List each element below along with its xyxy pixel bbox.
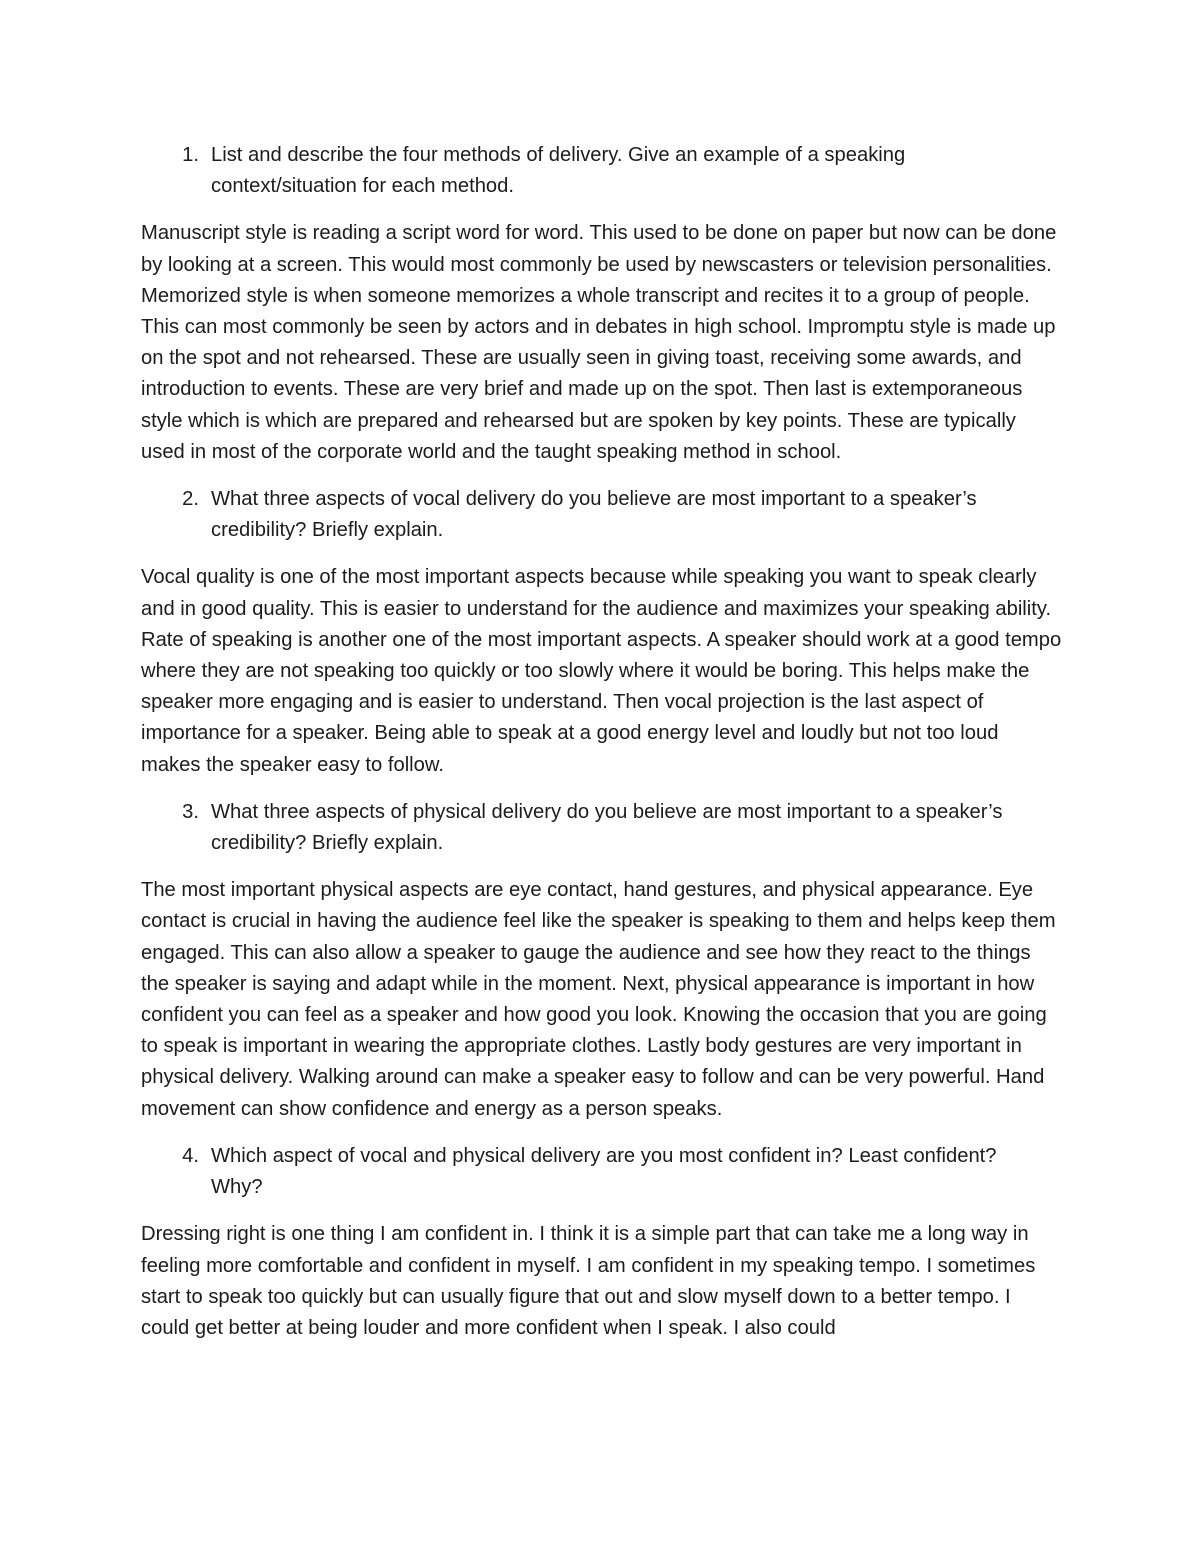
document-body: [141, 140, 1063, 1360]
question-number: 1.: [182, 144, 199, 166]
question-number: 3.: [182, 800, 199, 823]
question-number: 4.: [182, 1144, 199, 1167]
question-text: List and describe the four methods of delivery. Give an example of a speaking context/situation for each method.: [211, 144, 906, 198]
question-3: [141, 797, 1063, 859]
question-2: [141, 484, 1063, 546]
question-1: [141, 140, 1063, 202]
answer-3: The most important physical aspects are eye contact, hand gestures, and physical appearance. Eye contact is crucial in having the audience feel like the speaker is speaking to them and helps keep them engaged. This can also allow a speaker to gauge the audience and see how they react to the things the speaker is saying and adapt while in the moment. Next, physical appearance is important in how confident you can feel as a speaker and how good you look. Knowing the occasion that you are going to speak is important in wearing the appropriate clothes. Lastly body gestures are very important in physical delivery. Walking around can make a speaker easy to follow and can be very powerful. Hand movement can show confidence and energy as a person speaks.: [141, 879, 1056, 1120]
question-text: Which aspect of vocal and physical delivery are you most confident in? Least confident? Why?: [211, 1144, 997, 1199]
question-number: 2.: [182, 488, 199, 511]
answer-4: Dressing right is one thing I am confident in. I think it is a simple part that can take me a long way in feeling more comfortable and confident in myself. I am confident in my speaking tempo. I sometimes start to speak too quickly but can usually figure that out and slow myself down to a better tempo. I could get better at being louder and more confident when I speak. I also could: [141, 1223, 1036, 1339]
question-text: What three aspects of physical delivery do you believe are most important to a speaker’s credibility? Briefly explain.: [211, 800, 1003, 855]
answer-1: Manuscript style is reading a script word for word. This used to be done on paper but now can be done by looking at a screen. This would most commonly be used by newscasters or television personalities. Memorized style is when someone memorizes a whole transcript and recites it to a group of people. This can most commonly be seen by actors and in debates in high school. Impromptu style is made up on the spot and not rehearsed. These are usually seen in giving toast, receiving some awards, and introduction to events. These are very brief and made up on the spot. Then last is extemporaneous style which is which are prepared and rehearsed but are spoken by key points. These are typically used in most of the corporate world and the taught speaking method in school.: [141, 222, 1057, 463]
question-4: [141, 1141, 1063, 1203]
question-text: What three aspects of vocal delivery do you believe are most important to a speaker’s credibility? Briefly explain.: [211, 488, 977, 542]
answer-2: Vocal quality is one of the most important aspects because while speaking you want to speak clearly and in good quality. This is easier to understand for the audience and maximizes your speaking ability. Rate of speaking is another one of the most important aspects. A speaker should work at a good tempo where they are not speaking too quickly or too slowly where it would be boring. This helps make the speaker more engaging and is easier to understand. Then vocal projection is the last aspect of importance for a speaker. Being able to speak at a good energy level and loudly but not too loud makes the speaker easy to follow.: [141, 566, 1062, 776]
